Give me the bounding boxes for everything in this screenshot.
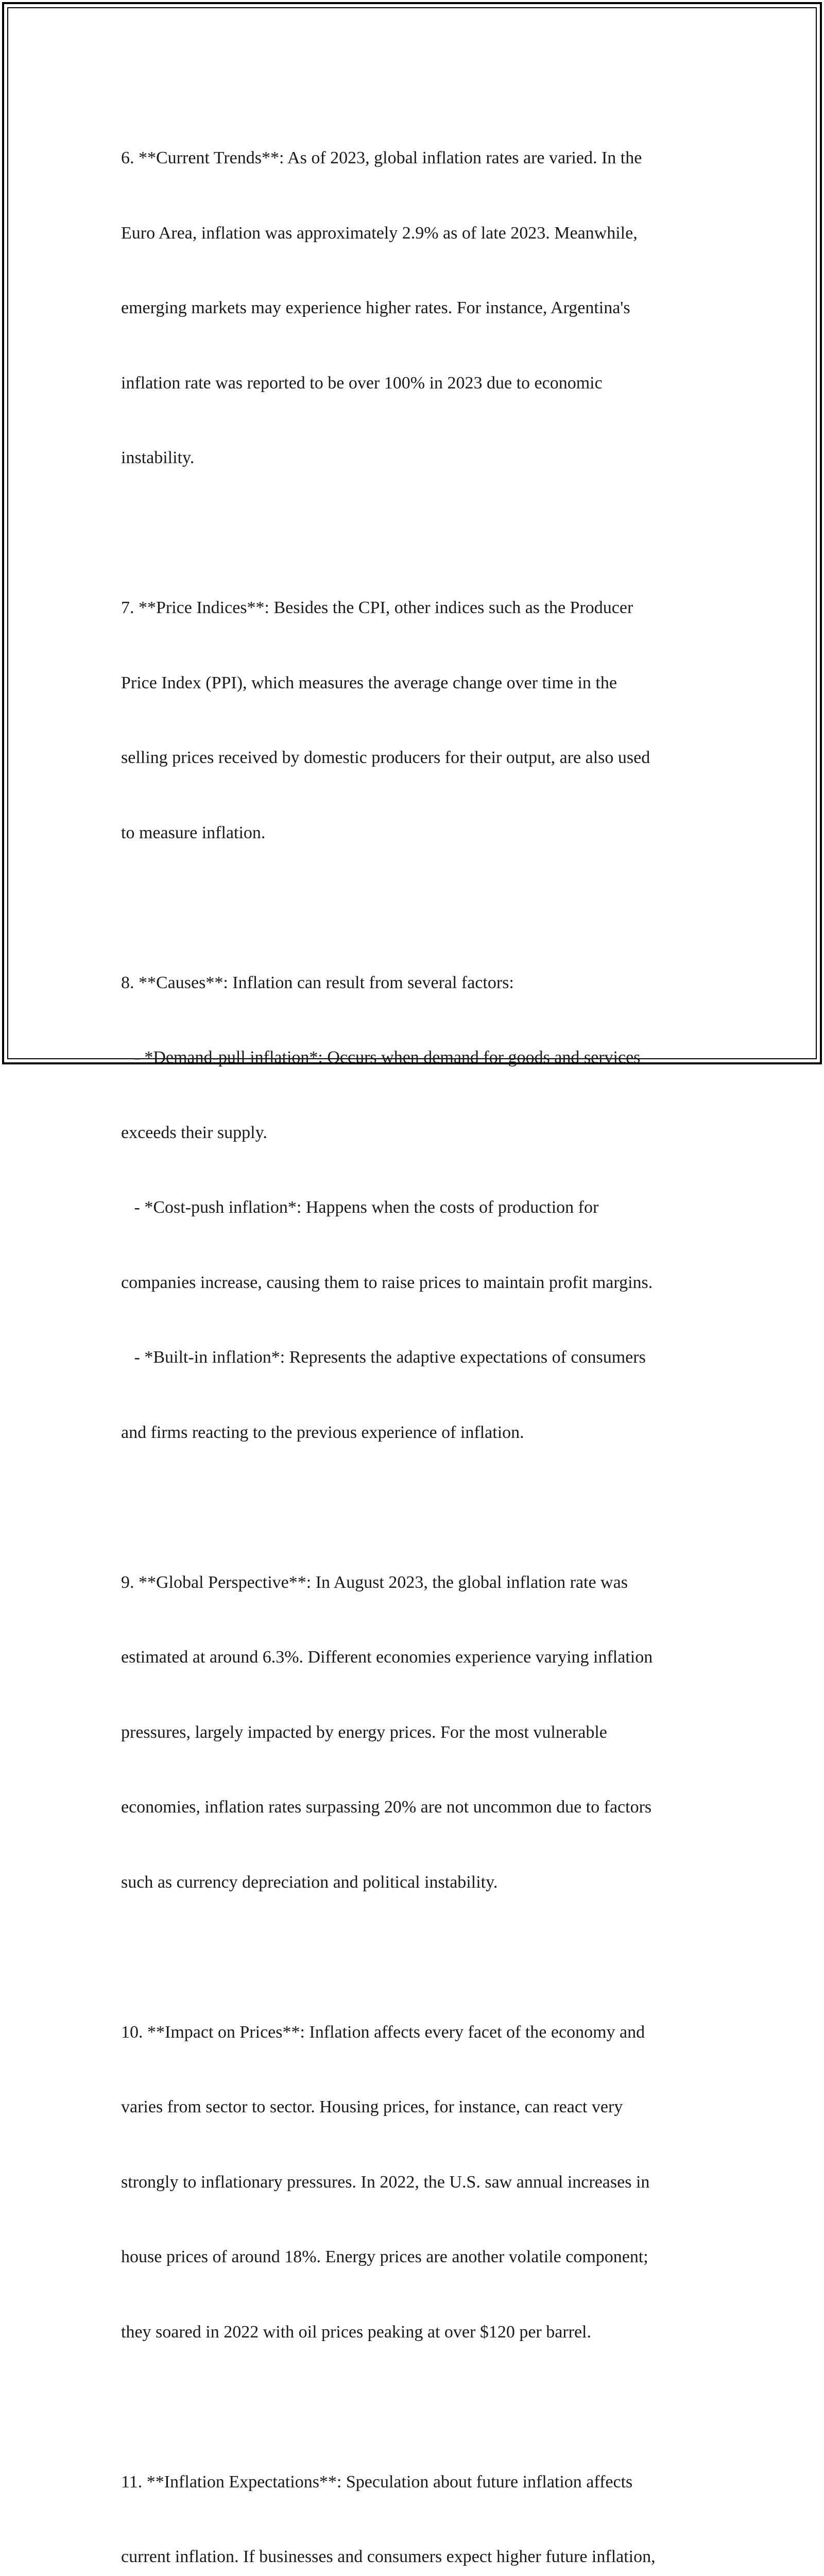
text-line: instability. bbox=[121, 446, 703, 471]
text-line: - *Demand-pull inflation*: Occurs when demand for goods and services bbox=[121, 1045, 703, 1071]
paragraph-impact-on-prices bbox=[121, 1970, 703, 2395]
paragraph-current-trends bbox=[121, 96, 703, 521]
text-line: 8. **Causes**: Inflation can result from several factors: bbox=[121, 971, 703, 996]
text-line: 7. **Price Indices**: Besides the CPI, other indices such as the Producer bbox=[121, 596, 703, 621]
text-line: such as currency depreciation and political instability. bbox=[121, 1870, 703, 1895]
text-line: 9. **Global Perspective**: In August 2023, the global inflation rate was bbox=[121, 1570, 703, 1596]
text-line: 10. **Impact on Prices**: Inflation affects every facet of the economy and bbox=[121, 2020, 703, 2045]
text-line: 6. **Current Trends**: As of 2023, global inflation rates are varied. In the bbox=[121, 146, 703, 171]
text-line: companies increase, causing them to raise prices to maintain profit margins. bbox=[121, 1270, 703, 1296]
text-line: strongly to inflationary pressures. In 2022, the U.S. saw annual increases in bbox=[121, 2170, 703, 2195]
text-line: Euro Area, inflation was approximately 2.9% as of late 2023. Meanwhile, bbox=[121, 221, 703, 246]
document-body bbox=[121, 96, 703, 2576]
text-line: 11. **Inflation Expectations**: Speculation about future inflation affects bbox=[121, 2470, 703, 2495]
text-line: pressures, largely impacted by energy prices. For the most vulnerable bbox=[121, 1720, 703, 1745]
paragraph-causes bbox=[121, 921, 703, 1496]
text-line: Price Index (PPI), which measures the average change over time in the bbox=[121, 671, 703, 696]
text-line: economies, inflation rates surpassing 20% are not uncommon due to factors bbox=[121, 1795, 703, 1820]
text-line: - *Cost-push inflation*: Happens when the costs of production for bbox=[121, 1195, 703, 1221]
paragraph-inflation-expectations bbox=[121, 2420, 703, 2576]
text-line: selling prices received by domestic producers for their output, are also used bbox=[121, 745, 703, 771]
text-line: house prices of around 18%. Energy prices are another volatile component; bbox=[121, 2245, 703, 2270]
paragraph-price-indices bbox=[121, 546, 703, 895]
text-line: inflation rate was reported to be over 100% in 2023 due to economic bbox=[121, 371, 703, 396]
paragraph-global-perspective bbox=[121, 1520, 703, 1945]
text-line: they soared in 2022 with oil prices peaking at over $120 per barrel. bbox=[121, 2320, 703, 2345]
text-line: estimated at around 6.3%. Different economies experience varying inflation bbox=[121, 1645, 703, 1670]
text-line: to measure inflation. bbox=[121, 821, 703, 846]
text-line: varies from sector to sector. Housing prices, for instance, can react very bbox=[121, 2095, 703, 2120]
text-line: and firms reacting to the previous experience of inflation. bbox=[121, 1420, 703, 1446]
text-line: emerging markets may experience higher rates. For instance, Argentina's bbox=[121, 296, 703, 321]
text-line: exceeds their supply. bbox=[121, 1121, 703, 1146]
text-line: - *Built-in inflation*: Represents the adaptive expectations of consumers bbox=[121, 1345, 703, 1370]
text-line: current inflation. If businesses and consumers expect higher future inflation, bbox=[121, 2545, 703, 2570]
